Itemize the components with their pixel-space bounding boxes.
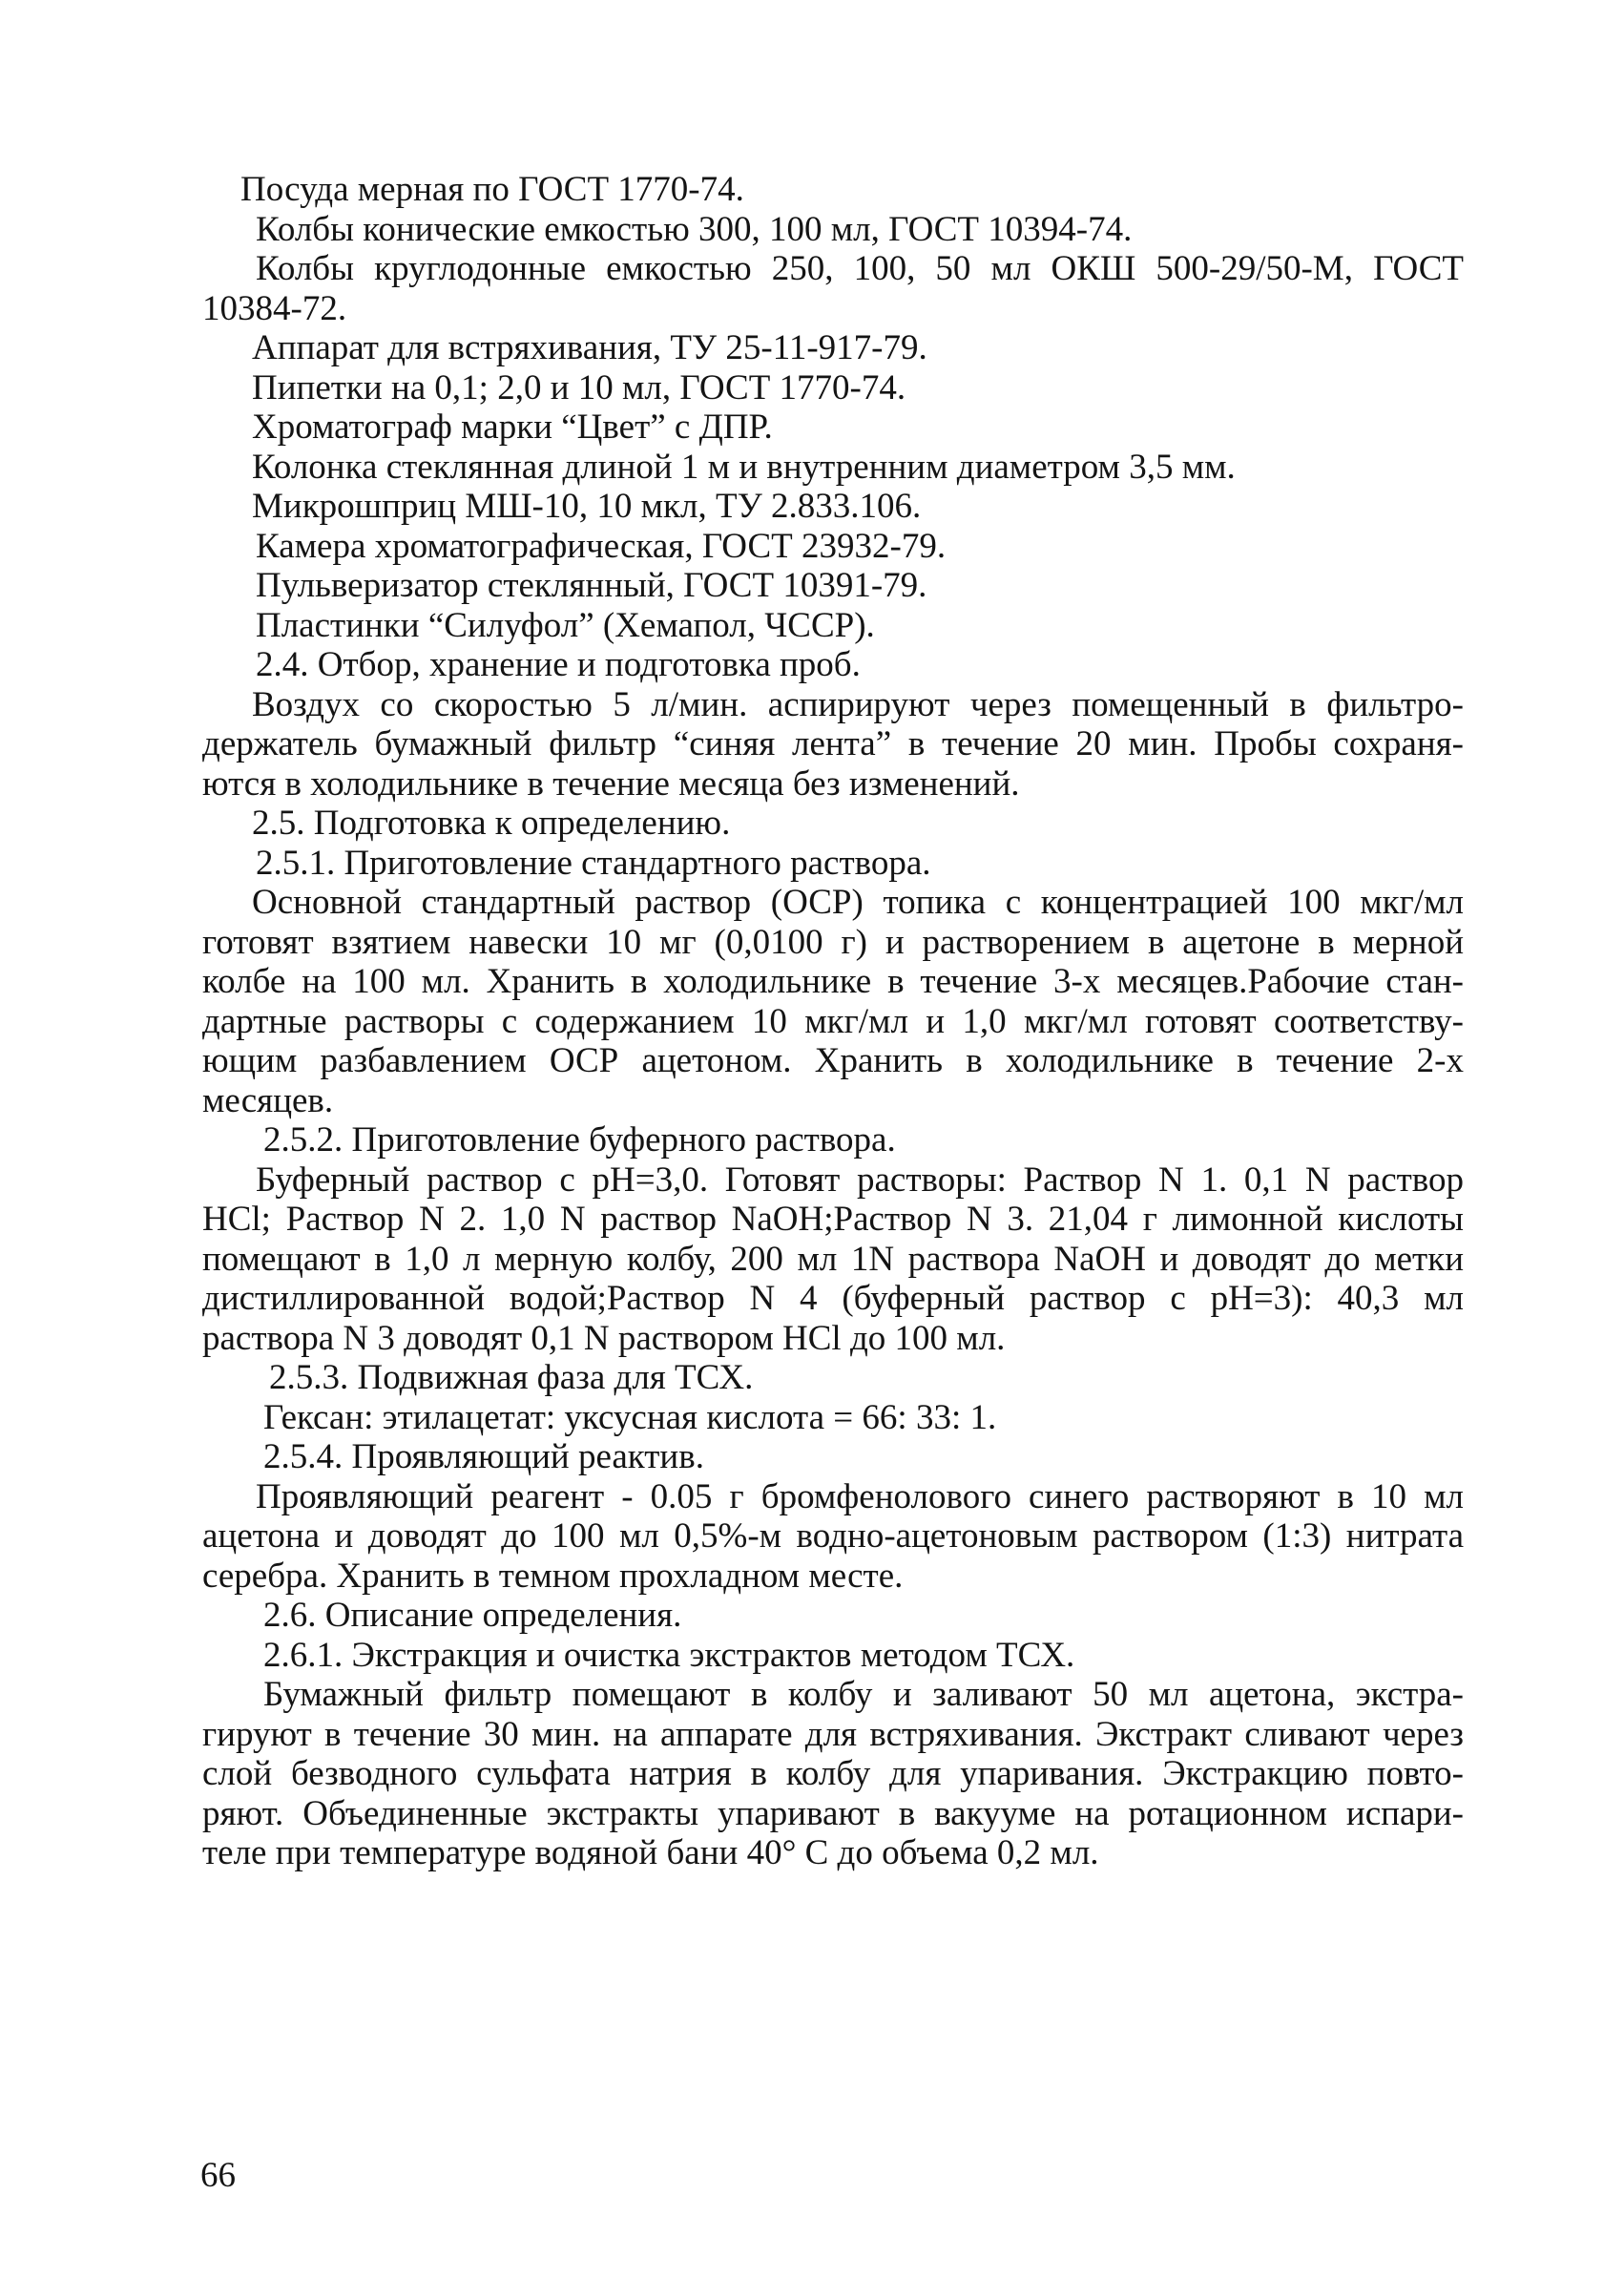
equipment-line: Пульверизатор стеклянный, ГОСТ 10391-79. [256, 566, 927, 605]
paragraph-line: слой безводного сульфата натрия в колбу для упаривания. Экстракцию повто- [202, 1754, 1464, 1793]
equipment-line: Посуда мерная по ГОСТ 1770-74. [240, 170, 744, 209]
equipment-line: Микрошприц МШ-10, 10 мкл, ТУ 2.833.106. [252, 487, 922, 526]
equipment-line: Колбы конические емкостью 300, 100 мл, ГОСТ 10394-74. [256, 209, 1133, 249]
equipment-line: 10384-72. [202, 288, 347, 328]
paragraph-line: ются в холодильнике в течение месяца без изменений. [202, 763, 1020, 804]
equipment-line: Пластинки “Силуфол” (Хемапол, ЧССР). [256, 605, 875, 645]
paragraph-line: помещают в 1,0 л мерную колбу, 200 мл 1N раствора NaOH и доводят до метки [202, 1239, 1464, 1279]
paragraph-line: готовят взятием навески 10 мг (0,0100 г) и растворением в ацетоне в мерной [202, 922, 1464, 962]
paragraph-line: гируют в течение 30 мин. на аппарате для встряхивания. Экстракт сливают через [202, 1714, 1464, 1754]
equipment-line: Хроматограф марки “Цвет” с ДПР. [252, 408, 773, 447]
equipment-line: Аппарат для встряхивания, ТУ 25-11-917-79. [252, 328, 927, 367]
section-heading: 2.5.3. Подвижная фаза для ТСХ. [269, 1358, 754, 1397]
paragraph-line: Основной стандартный раствор (ОСР) топика с концентрацией 100 мкг/мл [252, 883, 1464, 922]
section-heading: 2.5.1. Приготовление стандартного раствора. [256, 843, 931, 883]
section-heading: 2.6.1. Экстракция и очистка экстрактов методом ТСХ. [263, 1635, 1075, 1675]
paragraph-line: теле при температуре водяной бани 40° С до объема 0,2 мл. [202, 1833, 1099, 1872]
equipment-line: Колонка стеклянная длиной 1 м и внутренним диаметром 3,5 мм. [252, 447, 1236, 487]
section-heading: 2.4. Отбор, хранение и подготовка проб. [256, 645, 861, 684]
paragraph-line: колбе на 100 мл. Хранить в холодильнике в течение 3-х месяцев.Рабочие стан- [202, 962, 1464, 1001]
page-body [202, 170, 1464, 1873]
equipment-line: Колбы круглодонные емкостью 250, 100, 50 мл ОКШ 500-29/50-М, ГОСТ [256, 249, 1464, 288]
paragraph-line: месяцев. [202, 1080, 334, 1120]
paragraph-line: Буферный раствор с рН=3,0. Готовят растворы: Раствор N 1. 0,1 N раствор [256, 1160, 1464, 1200]
paragraph-line: Гексан: этилацетат: уксусная кислота = 66: 33: 1. [263, 1397, 997, 1437]
section-heading: 2.5.4. Проявляющий реактив. [263, 1437, 704, 1476]
paragraph-line: дартные растворы с содержанием 10 мкг/мл и 1,0 мкг/мл готовят соответству- [202, 1001, 1464, 1041]
paragraph-line: раствора N 3 доводят 0,1 N раствором HCl до 100 мл. [202, 1318, 1006, 1358]
paragraph-line: ющим разбавлением ОСР ацетоном. Хранить в холодильнике в течение 2-х [202, 1041, 1464, 1080]
paragraph-line: дистиллированной водой;Раствор N 4 (буферный раствор с рН=3): 40,3 мл [202, 1279, 1464, 1318]
section-heading: 2.6. Описание определения. [263, 1596, 682, 1635]
paragraph-line: ряют. Объединенные экстракты упаривают в вакууме на ротационном испари- [202, 1793, 1464, 1833]
paragraph-line: Бумажный фильтр помещают в колбу и заливают 50 мл ацетона, экстра- [263, 1675, 1464, 1714]
paragraph-line: Проявляющий реагент - 0.05 г бромфенолового синего растворяют в 10 мл [256, 1476, 1464, 1516]
paragraph-line: ацетона и доводят до 100 мл 0,5%-м водно-ацетоновым раствором (1:3) нитрата [202, 1516, 1464, 1556]
paragraph-line: серебра. Хранить в темном прохладном месте. [202, 1556, 904, 1596]
section-heading: 2.5. Подготовка к определению. [252, 804, 731, 843]
equipment-line: Камера хроматографическая, ГОСТ 23932-79. [256, 526, 947, 566]
section-heading: 2.5.2. Приготовление буферного раствора. [263, 1120, 896, 1160]
page-number: 66 [200, 2156, 236, 2195]
paragraph-line: HCl; Раствор N 2. 1,0 N раствор NaOH;Раствор N 3. 21,04 г лимонной кислоты [202, 1200, 1464, 1239]
equipment-line: Пипетки на 0,1; 2,0 и 10 мл, ГОСТ 1770-74. [252, 367, 906, 408]
paragraph-line: Воздух со скоростью 5 л/мин. аспирируют через помещенный в фильтро- [252, 684, 1464, 724]
paragraph-line: держатель бумажный фильтр “синяя лента” в течение 20 мин. Пробы сохраня- [202, 724, 1464, 763]
